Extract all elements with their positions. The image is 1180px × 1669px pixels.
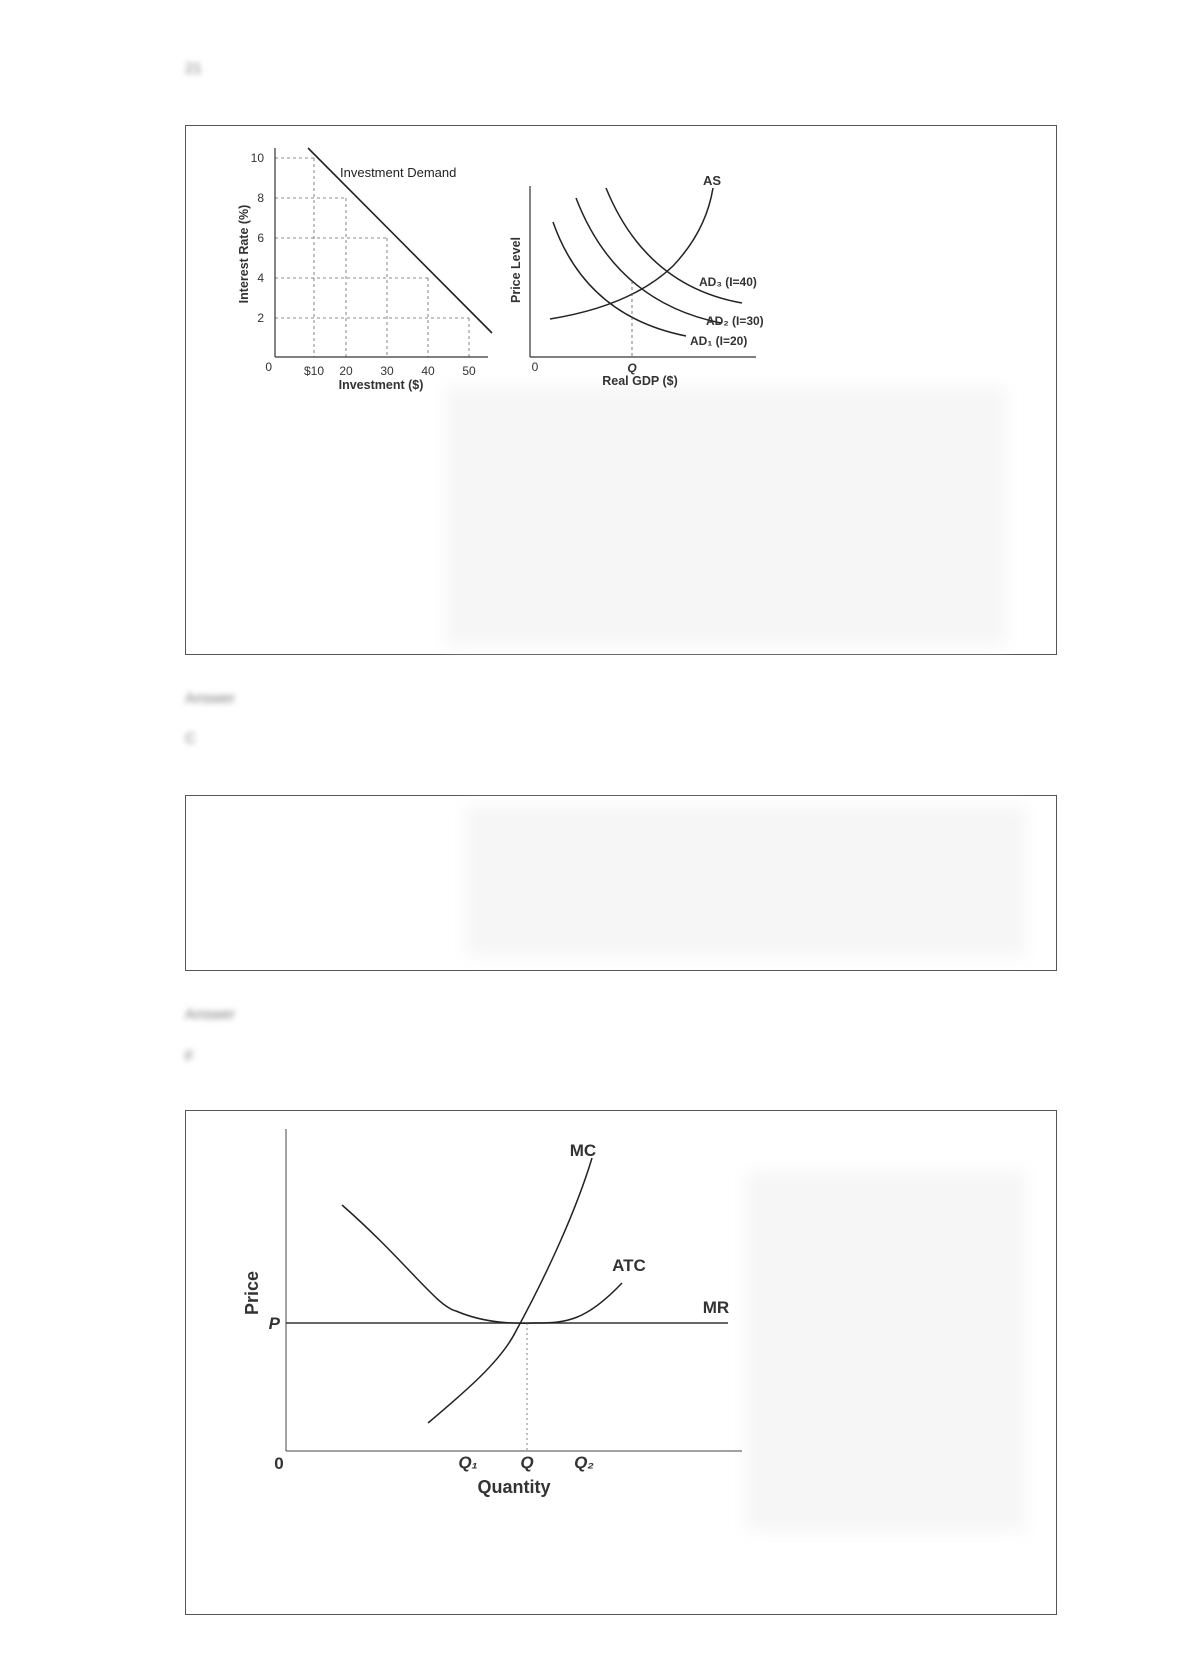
- figure-panel-2: [185, 1110, 1057, 1615]
- mc-curve: [428, 1158, 592, 1423]
- adas-origin: 0: [531, 360, 539, 374]
- ad1-label: AD₁ (I=20): [690, 334, 748, 348]
- atc-label: ATC: [612, 1256, 646, 1275]
- x-tick-50: 50: [462, 364, 476, 378]
- q1-label: Q₁: [458, 1453, 478, 1472]
- price-y-label: Price: [242, 1270, 262, 1316]
- y-tick-6: 6: [257, 231, 264, 245]
- ad1-curve: [553, 222, 686, 336]
- investment-demand-chart: [237, 148, 492, 392]
- figure-2-svg: [186, 1111, 1056, 1614]
- x-tick-10: $10: [303, 364, 325, 378]
- x-tick-20: 20: [339, 364, 353, 378]
- adas-y-label: Price Level: [509, 236, 523, 304]
- mc-label: MC: [569, 1141, 597, 1160]
- investment-origin: 0: [265, 360, 272, 374]
- ad2-label: AD₂ (I=30): [706, 314, 764, 328]
- figure-1-svg: [186, 126, 1056, 654]
- as-curve: [550, 188, 713, 319]
- p-label: P: [268, 1314, 280, 1333]
- origin-label: 0: [274, 1454, 284, 1473]
- answer-panel-empty: [185, 795, 1057, 971]
- question-marker-3: F: [185, 1048, 195, 1065]
- question-marker-2: C: [185, 730, 196, 747]
- quantity-x-label: Quantity: [477, 1477, 551, 1497]
- x-tick-40: 40: [421, 364, 435, 378]
- q-label: Q: [520, 1453, 534, 1472]
- investment-demand-title: Investment Demand: [340, 165, 457, 180]
- y-tick-2: 2: [257, 311, 264, 325]
- answer-label-2: Answer: [185, 1006, 236, 1023]
- watermark-ghost: [466, 806, 1026, 956]
- ad2-curve: [576, 198, 721, 323]
- investment-x-label: Investment ($): [338, 378, 424, 392]
- as-label: AS: [703, 173, 722, 188]
- investment-grid: [275, 158, 469, 357]
- ad-as-chart: [509, 173, 764, 388]
- adas-x-label: Real GDP ($): [602, 374, 678, 388]
- atc-curve: [342, 1205, 622, 1323]
- x-tick-30: 30: [380, 364, 394, 378]
- q2-label: Q₂: [574, 1453, 594, 1472]
- y-tick-4: 4: [257, 271, 264, 285]
- mr-label: MR: [702, 1298, 730, 1317]
- ad3-label: AD₃ (I=40): [699, 275, 757, 289]
- cost-curves-chart: [242, 1129, 742, 1497]
- question-marker-1: 21: [185, 60, 202, 77]
- answer-label-1: Answer: [185, 690, 236, 707]
- figure-panel-1: [185, 125, 1057, 655]
- y-tick-10: 10: [250, 151, 264, 165]
- investment-y-label: Interest Rate (%): [237, 204, 251, 304]
- adas-q-label: Q: [627, 361, 637, 375]
- y-tick-8: 8: [257, 191, 264, 205]
